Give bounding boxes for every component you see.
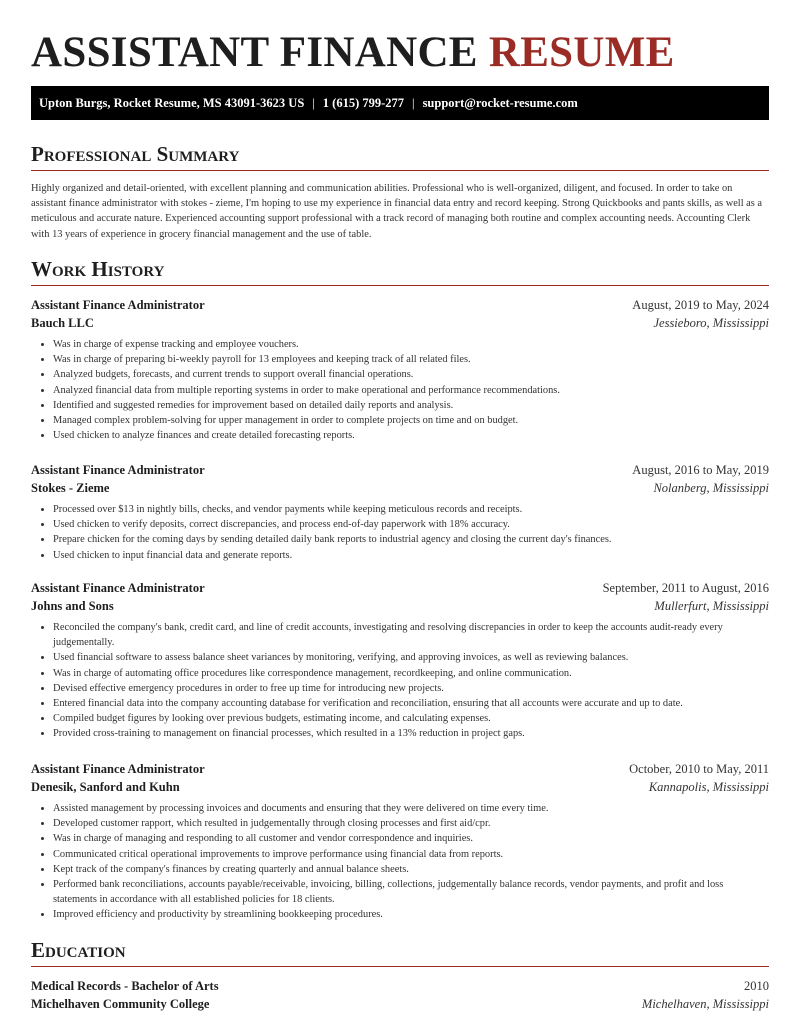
title-accent: RESUME: [488, 29, 675, 76]
job-entry: [31, 461, 769, 563]
bullet-item: • Used chicken to input financial data and generate reports.: [53, 548, 769, 563]
education-degree: Medical Records - Bachelor of Arts: [31, 979, 219, 993]
education-school: Michelhaven Community College: [31, 997, 210, 1011]
job-company: Denesik, Sanford and Kuhn: [31, 780, 180, 794]
job-location: Kannapolis, Mississippi: [648, 780, 769, 794]
bullet-item: • Was in charge of managing and responding to all customer and vendor correspondence and inquiries.: [53, 831, 769, 846]
job-entry: [31, 296, 769, 443]
job-title: Assistant Finance Administrator: [31, 298, 205, 312]
bullet-item: • Compiled budget figures by looking over previous budgets, estimating income, and calculating expenses.: [53, 711, 769, 726]
bullet-item: • Provided cross-training to management on financial processes, which resulted in a 13% reduction in project gaps.: [53, 726, 769, 741]
bullet-item: • Improved efficiency and productivity by streamlining bookkeeping procedures.: [53, 907, 769, 922]
bullet-item: • Entered financial data into the company accounting database for verification and reconciliation, ensuring that all accounts were accurate and up to date.: [53, 696, 769, 711]
job-location: Mullerfurt, Mississippi: [654, 599, 769, 613]
job-company: Stokes - Zieme: [31, 481, 110, 495]
job-location: Nolanberg, Mississippi: [653, 481, 769, 495]
bullet-item: • Managed complex problem-solving for upper management in order to complete projects on time and on budget.: [53, 413, 769, 428]
bullet-item: • Analyzed financial data from multiple reporting systems in order to make operational and performance recommendations.: [53, 383, 769, 398]
job-dates: September, 2011 to August, 2016: [602, 581, 769, 595]
resume-title: [31, 28, 675, 77]
bullet-item: • Devised effective emergency procedures in order to free up time for introducing new projects.: [53, 681, 769, 696]
bullet-item: • Used chicken to verify deposits, correct discrepancies, and process end-of-day paperwork with 18% accuracy.: [53, 517, 769, 532]
bullet-item: • Assisted management by processing invoices and documents and ensuring that they were delivered on time every time.: [53, 801, 769, 816]
job-company: Johns and Sons: [31, 599, 114, 613]
job-entry: [31, 760, 769, 923]
job-entry: [31, 579, 769, 742]
bullet-item: • Processed over $13 in nightly bills, checks, and vendor payments while keeping meticulous records and receipts.: [53, 502, 769, 517]
job-bullets: [31, 620, 769, 742]
job-bullets: [31, 502, 769, 563]
job-dates: August, 2019 to May, 2024: [632, 298, 769, 312]
bullet-item: • Kept track of the company's finances by creating quarterly and annual balance sheets.: [53, 862, 769, 877]
contact-email: support@rocket-resume.com: [422, 96, 578, 110]
bullet-item: • Reconciled the company's bank, credit card, and line of credit accounts, investigating and resolving discrepancies in order to keep the accounts audit-ready every judgementally.: [53, 620, 769, 650]
education-entry: [31, 977, 769, 1013]
bullet-item: • Analyzed budgets, forecasts, and current trends to support overall financial operations.: [53, 367, 769, 382]
contact-bar: [31, 86, 769, 120]
bullet-item: • Used financial software to assess balance sheet variances by monitoring, verifying, and approving invoices, as well as reviewing balances.: [53, 650, 769, 665]
education-year: 2010: [744, 979, 769, 993]
job-location: Jessieboro, Mississippi: [653, 316, 769, 330]
bullet-item: • Was in charge of expense tracking and employee vouchers.: [53, 337, 769, 352]
job-dates: August, 2016 to May, 2019: [632, 463, 769, 477]
title-main: ASSISTANT FINANCE: [31, 29, 478, 76]
bullet-item: • Identified and suggested remedies for improvement based on detailed daily reports and analysis.: [53, 398, 769, 413]
contact-separator: |: [412, 96, 415, 110]
bullet-item: • Communicated critical operational improvements to improve performance using financial data from reports.: [53, 847, 769, 862]
job-dates: October, 2010 to May, 2011: [629, 762, 769, 776]
summary-text: Highly organized and detail-oriented, with excellent planning and communication abilities. Professional who is well-organized, diligent, and focused. In order to take on assistant finance administrator with stokes - zieme, I'm hoping to use my experience in financial data entry and record keeping. Strong Quickbooks and pants skills, as well as a meticulous and accurate nature. Experienced accounting support professional with a track record of managing both routine and complex accounting needs. Accounting Clerk with 13 years of experience in grocery financial management and the use of table.: [31, 183, 763, 240]
contact-address: Upton Burgs, Rocket Resume, MS 43091-3623 US: [39, 96, 305, 110]
work-history-heading: Work History: [31, 256, 769, 286]
job-title: Assistant Finance Administrator: [31, 581, 205, 595]
bullet-item: • Performed bank reconciliations, accounts payable/receivable, invoicing, billing, collections, judgementally balance records, vendor payments, and profit and loss statements in accordance with all established policies for 18 clients.: [53, 877, 769, 907]
bullet-item: • Was in charge of automating office procedures like correspondence management, recordkeeping, and online communication.: [53, 666, 769, 681]
contact-phone: 1 (615) 799-277: [322, 96, 405, 110]
education-location: Michelhaven, Mississippi: [641, 997, 769, 1011]
bullet-item: • Developed customer rapport, which resulted in judgementally through closing processes and first aid/cpr.: [53, 816, 769, 831]
job-bullets: [31, 337, 769, 443]
job-bullets: [31, 801, 769, 923]
bullet-item: • Prepare chicken for the coming days by sending detailed daily bank reports to industrial agency and closing the current day's finances.: [53, 532, 769, 547]
contact-separator: |: [312, 96, 315, 110]
education-heading: Education: [31, 937, 769, 967]
bullet-item: • Used chicken to analyze finances and create detailed forecasting reports.: [53, 428, 769, 443]
job-title: Assistant Finance Administrator: [31, 762, 205, 776]
job-company: Bauch LLC: [31, 316, 94, 330]
summary-heading: Professional Summary: [31, 141, 769, 171]
job-title: Assistant Finance Administrator: [31, 463, 205, 477]
bullet-item: • Was in charge of preparing bi-weekly payroll for 13 employees and keeping track of all related files.: [53, 352, 769, 367]
